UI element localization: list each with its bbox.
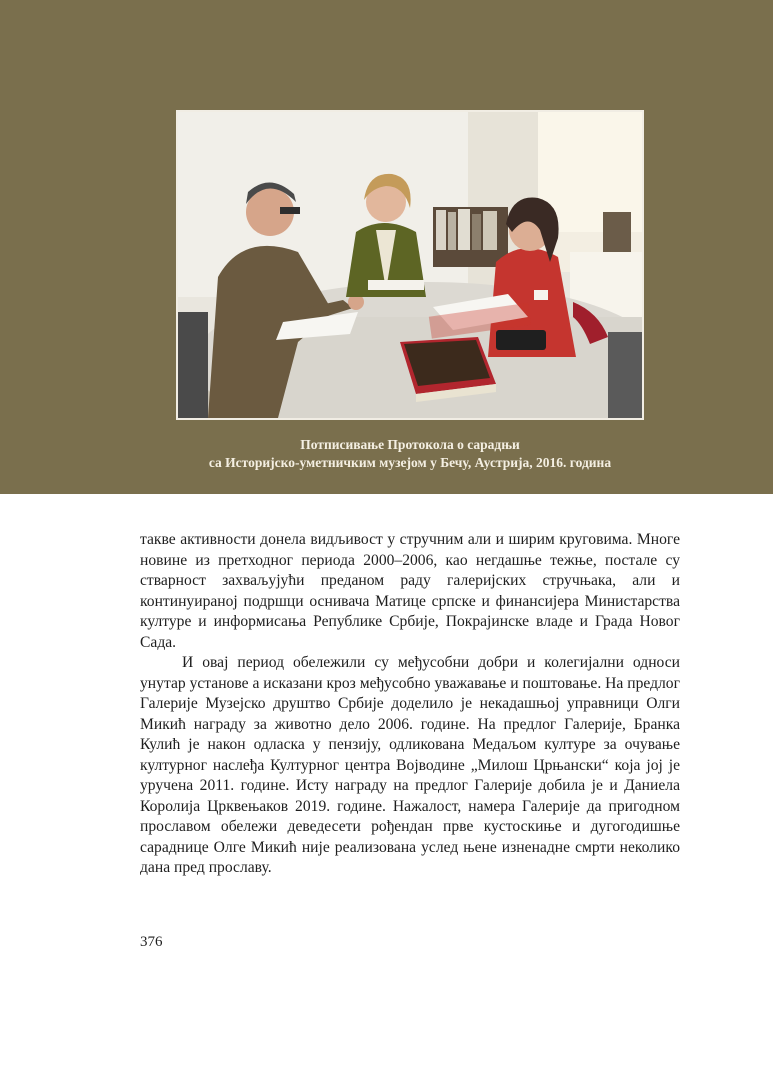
caption-line-1: Потписивање Протокола о сарадњи [300, 437, 520, 452]
paragraph: такве активности донела видљивост у стручним али и ширим круговима. Многе новине из претходног периода 2000–2006, као негдашње тежње, постале су стварност захваљујући преданом раду галеријских стручњака, али и континуираној подршци оснивача Матице српске и финансијера Министарства културе и информисања Републике Србије, Покрајинске владе и Града Новог Сада. [140, 531, 680, 651]
body-text [140, 530, 680, 879]
page-number: 376 [140, 934, 163, 950]
figure-caption [120, 436, 700, 472]
paragraph: И овај период обележили су међусобни добри и колегијални односи унутар установе а исказани кроз међусобно уважавање и поштовање. На предлог Галерије Музејско друштво Србије доделило је некадашњој управници Олги Микић награду за животно дело 2006. године. На предлог Галерије, Бранка Кулић је након одласка у пензију, одликована Медаљом културе за очување културног наслеђа Културног центра Војводине „Милош Црњански“ која јој је уручена 2011. године. Исту награду на предлог Галерије добила је и Даниела Королија Црквењаков 2019. године. Нажалост, намера Галерије да пригодном прославом обележи деведесети рођендан прве кустоскиње и дугогодишње сараднице Олге Микић није реализована услед њене изненадне смрти неколико дана пред прославу. [140, 654, 680, 876]
figure-photo [176, 110, 644, 420]
signing-photo-illustration [178, 112, 642, 418]
caption-line-2: са Историјско-уметничким музејом у Бечу, Аустрија, 2016. година [208, 455, 612, 470]
